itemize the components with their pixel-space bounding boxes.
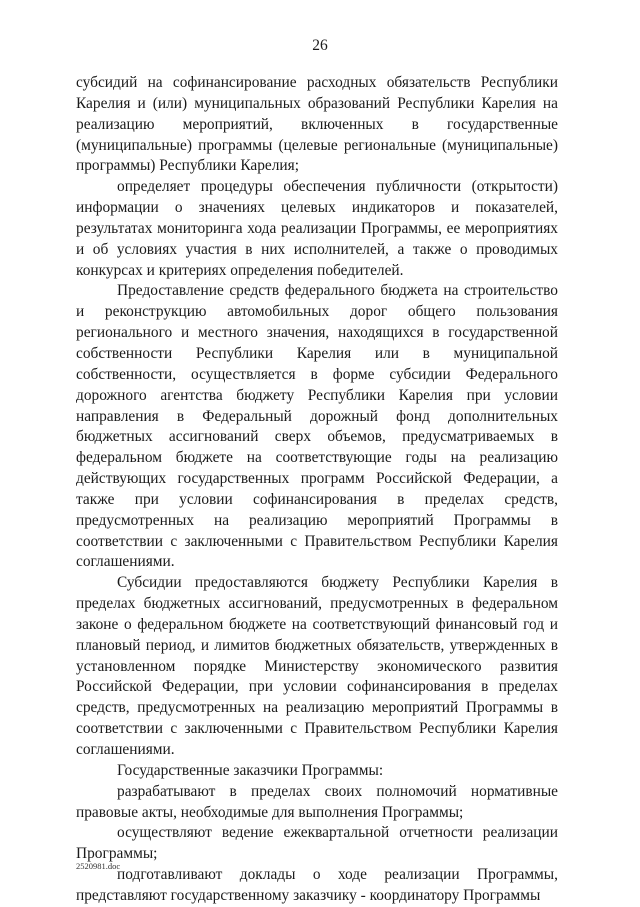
paragraph-publicity-procedures: определяет процедуры обеспечения публичности (открытости) информации о значениях целевых индикаторов и показателей, результатах мониторинга хода реализации Программы, ее мероприятиях и об условиях участия в них исполнителей, а также о проводимых конкурсах и критериях определения победителей. [76,178,558,279]
document-body [76,73,558,907]
paragraph-subsidies-provision: Субсидии предоставляются бюджету Республики Карелия в пределах бюджетных ассигнований, предусмотренных в федеральном законе о федеральном бюджете на соответствующий финансовый год и плановый период, и лимитов бюджетных обязательств, утвержденных в установленном порядке Министерству экономического развития Российской Федерации, при условии софинансирования в пределах средств, предусмотренных на реализацию мероприятий Программы в соответствии с заключенными с Правительством Республики Карелия соглашениями. [76,574,558,758]
paragraph-federal-budget-funds: Предоставление средств федерального бюджета на строительство и реконструкцию автомобильных дорог общего пользования регионального и местного значения, находящихся в государственной собственности Республики Карелия или в муниципальной собственности, осуществляется в форме субсидии Федерального дорожного агентства бюджету Республики Карелия при условии направления в Федеральный дорожный фонд дополнительных бюджетных ассигнований сверх объемов, предусматриваемых в федеральном бюджете на соответствующие годы на реализацию действующих государственных программ Российской Федерации, а также при условии софинансирования в пределах средств, предусмотренных на реализацию мероприятий Программы в соответствии с заключенными с Правительством Республики Карелия соглашениями. [76,282,558,571]
paragraph-state-customers-heading: Государственные заказчики Программы: [117,761,384,779]
paragraph-quarterly-reporting: осуществляют ведение ежеквартальной отчетности реализации Программы; [76,824,558,863]
paragraph-develop-acts: разрабатывают в пределах своих полномочий нормативные правовые акты, необходимые для выполнения Программы; [76,782,558,821]
paragraph-subsidies-continuation: субсидий на софинансирование расходных обязательств Республики Карелия и (или) муниципальных образований Республики Карелия на реализацию мероприятий, включенных в государственные (муниципальные) программы (целевые региональные (муниципальные) программы) Республики Карелия; [76,74,558,175]
paragraph-prepare-reports: подготавливают доклады о ходе реализации Программы, представляют государственному заказчику - координатору Программы [76,866,558,904]
footer-filename: 2520981.doc [76,861,121,871]
page-number: 26 [312,37,328,54]
